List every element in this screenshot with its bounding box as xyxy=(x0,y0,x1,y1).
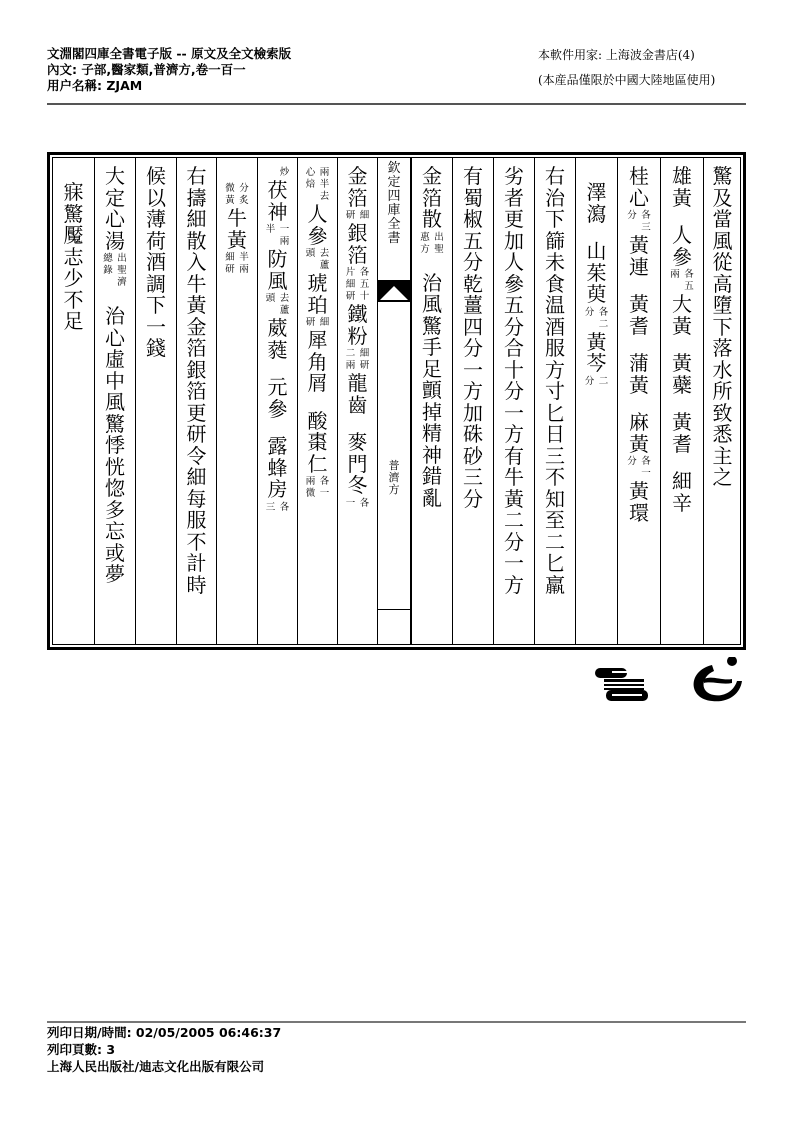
main-char: 所 xyxy=(712,379,733,403)
main-char: 五 xyxy=(463,228,483,253)
main-char: 有 xyxy=(463,164,483,188)
note-right: 各 五 xyxy=(684,269,694,292)
annotation-note xyxy=(345,498,371,510)
main-char: 手 xyxy=(422,335,442,359)
main-char: 落 xyxy=(712,336,733,360)
main-char: 硃 xyxy=(463,422,483,446)
note-right: 各 五 十 xyxy=(359,267,370,302)
main-char: 四 xyxy=(463,314,483,339)
main-char: 黃 xyxy=(504,486,524,511)
main-char: 澤 xyxy=(586,180,607,204)
text-column xyxy=(176,158,216,644)
main-char: 神 xyxy=(267,199,288,224)
main-char: 匕 xyxy=(545,551,565,575)
note-left: 研 xyxy=(305,317,316,328)
main-char: 露 xyxy=(267,434,288,458)
main-char: 魘 xyxy=(63,223,84,247)
note-left: 細 研 xyxy=(225,252,235,275)
main-char: 酒 xyxy=(545,314,565,339)
text-column xyxy=(297,158,337,644)
note-right: 細 xyxy=(359,210,370,221)
main-char: 之 xyxy=(712,465,733,489)
note-left: 微 黃 xyxy=(225,183,235,206)
note-right: 炒 xyxy=(279,167,290,178)
main-char: 驚 xyxy=(105,411,125,436)
fold-title: 欽 定 四 庫 全 書 xyxy=(387,161,401,246)
annotation-note xyxy=(102,253,128,289)
main-char: 人 xyxy=(307,202,328,226)
app-title: 文淵閣四庫全書電子版 -- 原文及全文檢索版 xyxy=(47,46,292,61)
main-char: 惚 xyxy=(105,476,125,500)
licensee: 本軟件用家: 上海波金書店(4) xyxy=(538,48,695,62)
main-char: 鐵 xyxy=(347,302,368,326)
note-right: 二 xyxy=(598,375,609,387)
text-column xyxy=(493,158,534,644)
main-char: 神 xyxy=(422,442,442,467)
main-char: 合 xyxy=(504,336,524,360)
main-char: 致 xyxy=(712,400,733,425)
user-name: 用户名稱: ZJAM xyxy=(47,78,143,93)
note-right: 各 一 xyxy=(641,456,651,479)
text-column xyxy=(660,158,703,644)
main-char: 麻 xyxy=(629,410,649,434)
main-char: 及 xyxy=(712,185,733,210)
main-char: 一 xyxy=(504,400,524,425)
main-char: 人 xyxy=(672,223,692,247)
note-right: 分 炙 xyxy=(239,183,249,206)
main-char: 有 xyxy=(504,443,524,468)
main-char: 計 xyxy=(186,551,207,575)
main-char: 三 xyxy=(545,443,565,468)
note-right: 兩 半 去 xyxy=(319,167,330,202)
text-column xyxy=(534,158,575,644)
main-char: 乾 xyxy=(463,271,483,296)
fold-subtitle: 普 濟 方 xyxy=(388,459,400,496)
main-char: 下 xyxy=(545,207,565,231)
note-left: 頭 xyxy=(305,248,316,259)
note-left: 兩 微 xyxy=(305,476,316,499)
main-char: 驚 xyxy=(712,164,733,188)
main-char: 黃 xyxy=(227,227,247,252)
main-char: 角 xyxy=(307,349,328,374)
text-column xyxy=(575,158,617,644)
main-char: 調 xyxy=(146,271,166,296)
main-char: 箔 xyxy=(347,242,368,267)
main-char: 瀉 xyxy=(586,201,607,226)
note-right: 細 研 xyxy=(359,348,370,371)
main-char: 酒 xyxy=(146,250,166,274)
main-char: 當 xyxy=(712,207,733,231)
fish-tail-notch xyxy=(380,286,408,300)
main-char: 散 xyxy=(186,228,207,253)
main-char: 龍 xyxy=(347,371,368,395)
main-char: 牛 xyxy=(504,465,524,489)
main-char: 參 xyxy=(307,223,328,248)
main-char: 下 xyxy=(712,314,733,339)
main-char: 元 xyxy=(267,375,288,399)
main-char: 齒 xyxy=(347,392,368,417)
main-char: 琥 xyxy=(307,271,328,295)
main-char: 服 xyxy=(545,336,565,360)
main-char: 候 xyxy=(146,164,166,188)
main-char: 時 xyxy=(186,572,207,597)
main-char: 大 xyxy=(672,292,692,316)
main-char: 牛 xyxy=(186,271,207,296)
note-right: 出 聖 濟 xyxy=(117,253,127,288)
main-char: 悸 xyxy=(105,433,125,457)
main-char: 防 xyxy=(267,247,288,271)
main-char: 寸 xyxy=(545,379,565,403)
main-char: 一 xyxy=(146,314,166,339)
main-char: 寐 xyxy=(63,180,84,204)
main-char: 連 xyxy=(629,254,649,279)
main-char: 芩 xyxy=(586,351,607,375)
main-char: 風 xyxy=(712,228,733,253)
main-char: 金 xyxy=(347,164,368,188)
main-char: 夢 xyxy=(105,562,125,586)
note-left: 分 xyxy=(584,306,595,318)
note-left: 惠 方 xyxy=(420,231,430,255)
main-char: 心 xyxy=(105,207,125,231)
main-char: 茯 xyxy=(267,178,288,202)
note-right: 各 xyxy=(279,501,290,513)
main-char: 耆 xyxy=(672,431,692,456)
text-column xyxy=(257,158,297,644)
annotation-note xyxy=(584,376,610,388)
footer-divider xyxy=(47,1021,746,1023)
main-char: 蒲 xyxy=(629,351,649,375)
main-char: 掉 xyxy=(422,399,442,424)
header-divider xyxy=(47,103,746,105)
main-char: 虛 xyxy=(105,347,125,371)
main-char: 足 xyxy=(422,356,442,381)
footer xyxy=(47,1024,281,1075)
annotation-note xyxy=(224,252,250,276)
print-datetime: 列印日期/時間: 02/05/2005 06:46:37 xyxy=(47,1025,282,1040)
note-right: 去 蘆 xyxy=(279,293,290,316)
main-char: 食 xyxy=(545,271,565,296)
main-char: 珀 xyxy=(307,292,328,317)
main-char: 酸 xyxy=(307,408,328,433)
main-char: 忘 xyxy=(105,519,125,543)
note-right: 各 三 xyxy=(641,210,651,233)
main-char: 篩 xyxy=(545,228,565,253)
main-char: 人 xyxy=(504,250,524,274)
annotation-note xyxy=(265,224,291,248)
main-char: 方 xyxy=(463,379,483,403)
main-char: 牛 xyxy=(227,206,247,230)
main-char: 蕤 xyxy=(267,337,288,362)
main-char: 入 xyxy=(186,250,207,274)
main-char: 以 xyxy=(146,185,166,210)
main-char: 黃 xyxy=(672,185,692,210)
text-column xyxy=(337,158,377,644)
main-char: 粉 xyxy=(347,323,368,348)
main-char: 薄 xyxy=(146,207,166,231)
main-char: 黃 xyxy=(629,292,649,316)
main-char: 方 xyxy=(504,572,524,597)
main-char: 黃 xyxy=(672,351,692,375)
note-left: 總 錄 xyxy=(103,253,113,276)
main-char: 銀 xyxy=(347,221,368,245)
annotation-note xyxy=(265,293,291,317)
main-char: 屑 xyxy=(307,371,328,395)
main-char: 砂 xyxy=(463,443,483,468)
main-char: 分 xyxy=(504,314,524,339)
note-left: 兩 xyxy=(670,269,680,280)
main-char: 茱 xyxy=(586,260,607,285)
main-char: 心 xyxy=(629,185,649,210)
page-frame-inner xyxy=(52,157,741,645)
main-char: 箔 xyxy=(186,379,207,403)
print-pages: 列印頁數: 3 xyxy=(47,1042,116,1057)
main-char: 冬 xyxy=(347,473,368,497)
main-char: 細 xyxy=(186,207,207,231)
note-left: 二 兩 xyxy=(345,348,356,371)
main-char: 足 xyxy=(63,309,84,333)
annotation-note xyxy=(265,502,291,514)
main-char: 參 xyxy=(672,244,692,269)
text-column xyxy=(216,158,257,644)
main-char: 參 xyxy=(267,396,288,421)
main-char: 水 xyxy=(712,357,733,382)
main-char: 十 xyxy=(504,357,524,382)
main-char: 少 xyxy=(63,266,84,290)
note-left: 分 xyxy=(627,456,637,467)
note-right: 細 xyxy=(319,317,330,328)
main-char: 葳 xyxy=(267,316,288,340)
region-note: (本産品僅限於中國大陸地區使用) xyxy=(538,73,716,87)
main-char: 擣 xyxy=(186,185,207,210)
note-left: 片 細 研 xyxy=(345,267,356,302)
main-char: 加 xyxy=(504,228,524,253)
annotation-note xyxy=(584,307,610,331)
annotation-note xyxy=(345,348,371,372)
main-char: 多 xyxy=(105,497,125,522)
note-right: 出 聖 xyxy=(434,231,444,255)
main-char: 二 xyxy=(504,508,524,532)
note-right: 半 兩 xyxy=(239,252,249,275)
main-char: 箔 xyxy=(422,185,442,210)
note-right: 去 蘆 xyxy=(319,248,330,271)
main-char: 治 xyxy=(422,270,442,295)
main-char: 匕 xyxy=(545,400,565,425)
main-char: 風 xyxy=(267,268,288,293)
main-char: 散 xyxy=(422,207,442,231)
text-column xyxy=(703,158,741,644)
main-char: 服 xyxy=(186,508,207,532)
main-char: 悉 xyxy=(712,422,733,446)
main-char: 黃 xyxy=(586,329,607,354)
main-char: 黃 xyxy=(672,410,692,434)
note-left: 一 xyxy=(345,497,356,509)
main-char: 分 xyxy=(463,250,483,274)
main-char: 主 xyxy=(712,443,733,468)
main-char: 温 xyxy=(545,293,565,317)
main-char: 風 xyxy=(422,292,442,316)
main-char: 定 xyxy=(105,185,125,210)
main-char: 五 xyxy=(504,293,524,317)
text-column xyxy=(94,158,135,644)
main-char: 未 xyxy=(545,250,565,274)
main-char: 山 xyxy=(586,239,607,263)
main-char: 驚 xyxy=(422,313,442,338)
main-char: 蘗 xyxy=(672,372,692,397)
main-char: 高 xyxy=(712,271,733,296)
main-char: 二 xyxy=(545,529,565,554)
main-char: 至 xyxy=(545,508,565,532)
main-char: 蜀 xyxy=(463,185,483,210)
annotation-note xyxy=(305,248,331,272)
annotation-note xyxy=(305,167,331,203)
main-char: 黃 xyxy=(629,233,649,257)
main-char: 下 xyxy=(146,293,166,317)
main-char: 蜂 xyxy=(267,455,288,480)
main-char: 一 xyxy=(504,551,524,575)
main-char: 分 xyxy=(504,529,524,554)
main-char: 每 xyxy=(186,486,207,511)
annotation-note xyxy=(626,210,652,234)
main-char: 顫 xyxy=(422,378,442,402)
main-char: 參 xyxy=(504,271,524,296)
main-char: 桂 xyxy=(629,164,649,188)
text-column xyxy=(452,158,493,644)
main-char: 分 xyxy=(463,486,483,511)
header-right xyxy=(538,46,715,96)
main-char: 細 xyxy=(186,465,207,489)
main-char: 知 xyxy=(545,486,565,511)
main-char: 金 xyxy=(186,314,207,339)
main-char: 錢 xyxy=(146,336,166,360)
main-char: 金 xyxy=(422,164,442,188)
main-char: 三 xyxy=(463,465,483,489)
annotation-note xyxy=(224,183,250,207)
main-char: 大 xyxy=(105,164,125,188)
main-char: 黃 xyxy=(672,313,692,338)
main-char: 荷 xyxy=(146,228,166,253)
main-char: 亂 xyxy=(422,485,442,510)
main-char: 箔 xyxy=(186,336,207,360)
main-char: 麥 xyxy=(347,430,368,454)
header-left xyxy=(47,46,291,94)
main-char: 治 xyxy=(105,304,125,328)
main-char: 耆 xyxy=(629,313,649,338)
main-char: 中 xyxy=(105,368,125,393)
note-left: 心 焙 xyxy=(305,167,316,190)
note-left: 頭 xyxy=(265,293,276,304)
main-char: 椒 xyxy=(463,207,483,231)
annotation-note xyxy=(669,269,695,293)
main-char: 雄 xyxy=(672,164,692,188)
main-char: 右 xyxy=(545,164,565,188)
note-left: 分 xyxy=(627,210,637,221)
main-char: 方 xyxy=(545,357,565,382)
publisher: 上海人民出版社/迪志文化出版有限公司 xyxy=(47,1059,265,1074)
main-char: 棗 xyxy=(307,430,328,454)
main-char: 劣 xyxy=(504,164,524,188)
annotation-note xyxy=(419,232,445,256)
main-char: 精 xyxy=(422,421,442,445)
note-right: 各 一 xyxy=(319,476,330,499)
text-column xyxy=(617,158,660,644)
main-char: 犀 xyxy=(307,328,328,352)
main-char: 日 xyxy=(545,422,565,446)
main-char: 一 xyxy=(463,357,483,382)
main-char: 或 xyxy=(105,540,125,565)
note-right: 各 二 xyxy=(598,306,609,330)
main-char: 錯 xyxy=(422,464,442,488)
main-char: 研 xyxy=(186,422,207,446)
main-char: 志 xyxy=(63,244,84,269)
main-char: 細 xyxy=(672,469,692,493)
main-char: 黃 xyxy=(629,372,649,397)
main-char: 不 xyxy=(63,287,84,312)
main-char: 門 xyxy=(347,451,368,476)
main-char: 不 xyxy=(545,465,565,489)
main-char: 風 xyxy=(105,390,125,414)
main-char: 者 xyxy=(504,185,524,210)
note-right: 一 兩 xyxy=(279,224,290,247)
main-char: 萸 xyxy=(586,282,607,306)
main-char: 環 xyxy=(629,500,649,525)
text-column xyxy=(135,158,176,644)
main-char: 不 xyxy=(186,529,207,554)
main-char: 湯 xyxy=(105,228,125,253)
main-char: 加 xyxy=(463,400,483,425)
content-path: 內文: 子部,醫家類,普濟方,卷一百一 xyxy=(47,62,246,77)
main-char: 更 xyxy=(186,400,207,425)
publisher-logo-icon xyxy=(592,657,752,707)
main-char: 分 xyxy=(463,336,483,360)
main-char: 房 xyxy=(267,477,288,501)
annotation-note xyxy=(626,456,652,480)
main-char: 分 xyxy=(504,379,524,403)
annotation-note xyxy=(305,476,331,500)
main-char: 仁 xyxy=(307,451,328,476)
text-column xyxy=(53,158,94,644)
main-char: 墮 xyxy=(712,293,733,317)
main-char: 右 xyxy=(186,164,207,188)
main-char: 黃 xyxy=(629,479,649,503)
page-frame xyxy=(47,152,746,650)
note-left: 研 xyxy=(345,210,356,221)
main-char: 黃 xyxy=(186,293,207,317)
main-char: 驚 xyxy=(63,201,84,226)
main-char: 薑 xyxy=(463,293,483,317)
main-char: 黃 xyxy=(629,431,649,456)
main-char: 箔 xyxy=(347,185,368,210)
main-char: 更 xyxy=(504,207,524,231)
main-char: 銀 xyxy=(186,357,207,382)
note-left: 分 xyxy=(584,375,595,387)
note-right: 各 xyxy=(359,497,370,509)
note-left: 半 xyxy=(265,224,276,235)
fold-strip xyxy=(377,158,411,644)
text-column xyxy=(411,158,452,644)
main-char: 恍 xyxy=(105,454,125,479)
fold-divider xyxy=(378,609,410,610)
main-char: 心 xyxy=(105,325,125,350)
main-char: 治 xyxy=(545,185,565,210)
main-char: 羸 xyxy=(545,572,565,597)
note-left: 三 xyxy=(265,501,276,513)
main-char: 令 xyxy=(186,443,207,468)
main-char: 從 xyxy=(712,250,733,274)
main-char: 辛 xyxy=(672,490,692,515)
main-char: 方 xyxy=(504,422,524,446)
annotation-note xyxy=(345,267,371,303)
